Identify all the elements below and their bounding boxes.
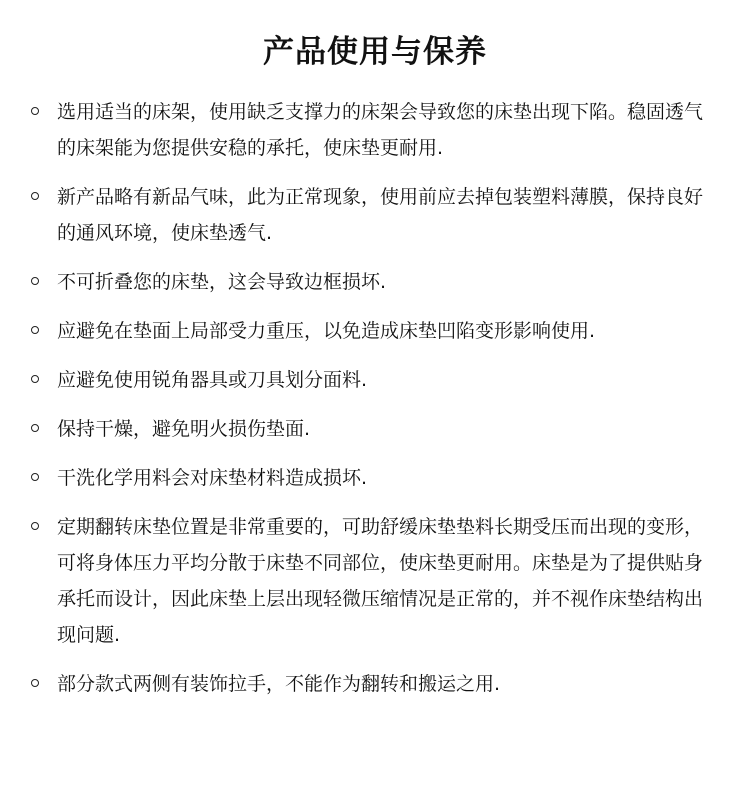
list-item-text: 选用适当的床架，使用缺乏支撑力的床架会导致您的床垫出现下陷。稳固透气的床架能为您提供安稳的承托，使床垫更耐用. — [57, 101, 704, 159]
list-item — [0, 362, 720, 398]
care-instructions-list — [0, 94, 750, 702]
list-item — [0, 94, 720, 166]
bullet-circle-icon — [31, 424, 39, 432]
bullet-circle-icon — [31, 192, 39, 200]
bullet-circle-icon — [31, 473, 39, 481]
bullet-circle-icon — [31, 375, 39, 383]
bullet-circle-icon — [31, 277, 39, 285]
list-item — [0, 313, 720, 349]
list-item-text: 应避免在垫面上局部受力重压，以免造成床垫凹陷变形影响使用. — [57, 320, 596, 342]
bullet-circle-icon — [31, 522, 39, 530]
bullet-circle-icon — [31, 326, 39, 334]
list-item-text: 不可折叠您的床垫，这会导致边框损坏. — [57, 271, 387, 293]
list-item — [0, 460, 720, 496]
list-item-text: 新产品略有新品气味，此为正常现象，使用前应去掉包装塑料薄膜，保持良好的通风环境，使床垫透气. — [57, 186, 704, 244]
list-item — [0, 666, 720, 702]
list-item-text: 应避免使用锐角器具或刀具划分面料. — [57, 369, 368, 391]
list-item — [0, 179, 720, 251]
list-item — [0, 411, 720, 447]
list-item-text: 部分款式两侧有装饰拉手，不能作为翻转和搬运之用. — [57, 673, 501, 695]
list-item-text: 定期翻转床垫位置是非常重要的，可助舒缓床垫垫料长期受压而出现的变形，可将身体压力平均分散于床垫不同部位，使床垫更耐用。床垫是为了提供贴身承托而设计，因此床垫上层出现轻微压缩情况是正常的，并不视作床垫结构出现问题. — [57, 516, 704, 646]
list-item — [0, 264, 720, 300]
list-item-text: 干洗化学用料会对床垫材料造成损坏. — [57, 467, 368, 489]
list-item — [0, 509, 720, 653]
bullet-circle-icon — [31, 679, 39, 687]
list-item-text: 保持干燥，避免明火损伤垫面. — [57, 418, 311, 440]
bullet-circle-icon — [31, 107, 39, 115]
page-title: 产品使用与保养 — [263, 34, 487, 70]
